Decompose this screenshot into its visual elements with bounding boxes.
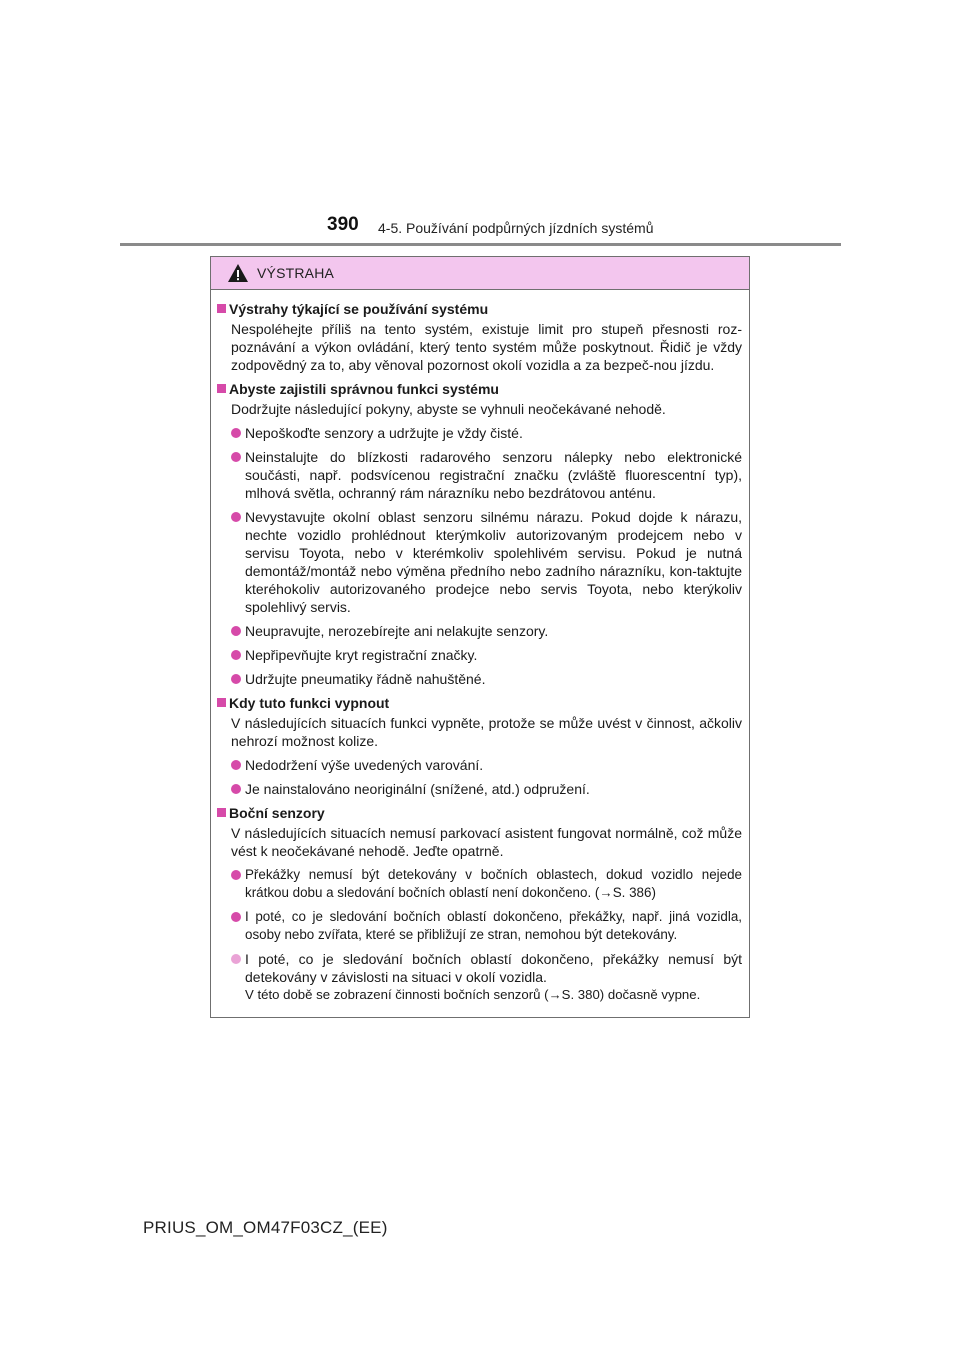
- warning-title: VÝSTRAHA: [257, 265, 335, 281]
- section-heading-text: Abyste zajistili správnou funkci systému: [229, 381, 499, 397]
- section-heading: [217, 694, 742, 712]
- list-item-content: [245, 950, 742, 1004]
- square-bullet-icon: [217, 698, 226, 707]
- list-item-text: Je nainstalováno neoriginální (snížené, atd.) odpružení.: [245, 781, 590, 797]
- list-item-text: Nepřipevňujte kryt registrační značky.: [245, 647, 478, 663]
- list-item-text: Překážky nemusí být detekovány v bočních oblastech, dokud vozidlo nejede krátkou dobu a sledování bočních oblastí není dokončeno. (→S. 386): [245, 867, 742, 900]
- section-title: 4-5. Používání podpůrných jízdních systémů: [378, 220, 654, 236]
- warning-section-correct-function: [217, 380, 742, 688]
- section-paragraph: Dodržujte následující pokyny, abyste se vyhnuli neočekávané nehodě.: [231, 401, 666, 417]
- circle-bullet-icon: [231, 674, 241, 684]
- circle-bullet-icon: [231, 626, 241, 636]
- list-item: [231, 622, 742, 640]
- list-item-text: Neinstalujte do blízkosti radarového senzoru nálepky nebo elektronické součásti, např. podsvícenou registrační značku (zvláště fluorescentní typ), mlhová světla, ochranný rám nárazníku nebo bezdrátovou anténu.: [245, 449, 742, 501]
- list-item: [231, 508, 742, 616]
- list-item-text: Nevystavujte okolní oblast senzoru silnému nárazu. Pokud dojde k nárazu, nechte vozidlo prohlédnout kterýmkoliv autorizovaným prodejcem nebo v servisu Toyota, nebo v kterémkoliv spolehlivém servisu. Pokud je nutná demontáž/montáž nebo výměna předního nebo zadního nárazníku, kon-taktujte kteréhokoliv autorizovaného prodejce nebo servis Toyota, nebo kterýkoliv spolehlivý servis.: [245, 509, 742, 615]
- list-item: [231, 424, 742, 442]
- list-item-text: I poté, co je sledování bočních oblastí dokončeno, překážky nemusí být detekovány v závislosti na situaci v okolí vozidla.: [245, 951, 742, 985]
- document-code: PRIUS_OM_OM47F03CZ_(EE): [143, 1218, 388, 1237]
- warning-box: [210, 256, 750, 1018]
- list-item-text: Nepoškoďte senzory a udržujte je vždy čisté.: [245, 425, 523, 441]
- circle-bullet-icon: [231, 428, 241, 438]
- list-item: [231, 780, 742, 798]
- square-bullet-icon: [217, 808, 226, 817]
- circle-bullet-icon: [231, 512, 241, 522]
- section-heading-text: Boční senzory: [229, 805, 325, 821]
- section-heading: [217, 380, 742, 398]
- circle-bullet-icon: [231, 760, 241, 770]
- square-bullet-icon: [217, 384, 226, 393]
- square-bullet-icon: [217, 304, 226, 313]
- list-item: [231, 646, 742, 664]
- list-item: [231, 908, 742, 944]
- section-paragraph: V následujících situacích funkci vypněte, protože se může uvést v činnost, ačkoliv nehrozí možnost kolize.: [231, 715, 742, 749]
- list-item: [231, 756, 742, 774]
- circle-bullet-icon: [231, 912, 241, 922]
- page-number: 390: [327, 214, 359, 235]
- section-heading-text: Kdy tuto funkci vypnout: [229, 695, 390, 711]
- warning-body: [211, 290, 749, 1004]
- list-item-text: Neupravujte, nerozebírejte ani nelakujte senzory.: [245, 623, 549, 639]
- warning-header: [211, 257, 749, 290]
- list-item: [231, 448, 742, 502]
- circle-bullet-icon: [231, 954, 241, 964]
- list-item: [231, 950, 742, 1004]
- list-item: [231, 670, 742, 688]
- warning-section-when-disable: [217, 694, 742, 798]
- list-item-text: I poté, co je sledování bočních oblastí dokončeno, překážky, např. jiná vozidla, osoby nebo zvířata, které se přibližují ze stran, nemohou být detekovány.: [245, 909, 742, 942]
- circle-bullet-icon: [231, 650, 241, 660]
- section-heading: [217, 300, 742, 318]
- warning-section-side-sensors: [217, 804, 742, 1004]
- section-heading: [217, 804, 742, 822]
- page-header: [0, 0, 960, 250]
- circle-bullet-icon: [231, 784, 241, 794]
- circle-bullet-icon: [231, 870, 241, 880]
- section-heading-text: Výstrahy týkající se používání systému: [229, 301, 489, 317]
- warning-section-usage: [217, 300, 742, 374]
- list-item-text: Udržujte pneumatiky řádně nahuštěné.: [245, 671, 486, 687]
- warning-triangle-icon: [227, 263, 249, 283]
- section-paragraph: V následujících situacích nemusí parkovací asistent fungovat normálně, což může vést k neočekávané nehodě. Jeďte opatrně.: [231, 825, 742, 859]
- list-item-text: Nedodržení výše uvedených varování.: [245, 757, 484, 773]
- header-divider: [120, 243, 841, 246]
- list-item: [231, 866, 742, 902]
- list-item-note: V této době se zobrazení činnosti bočních senzorů (→S. 380) dočasně vypne.: [245, 987, 701, 1002]
- circle-bullet-icon: [231, 452, 241, 462]
- section-paragraph: Nespoléhejte příliš na tento systém, existuje limit pro stupeň přesnosti roz-poznávání a výkon ovládání, který tento systém může poskytnout. Řidič je vždy zodpovědný za to, aby věnoval pozornost okolí vozidla a za bezpeč-nou jízdu.: [231, 321, 742, 373]
